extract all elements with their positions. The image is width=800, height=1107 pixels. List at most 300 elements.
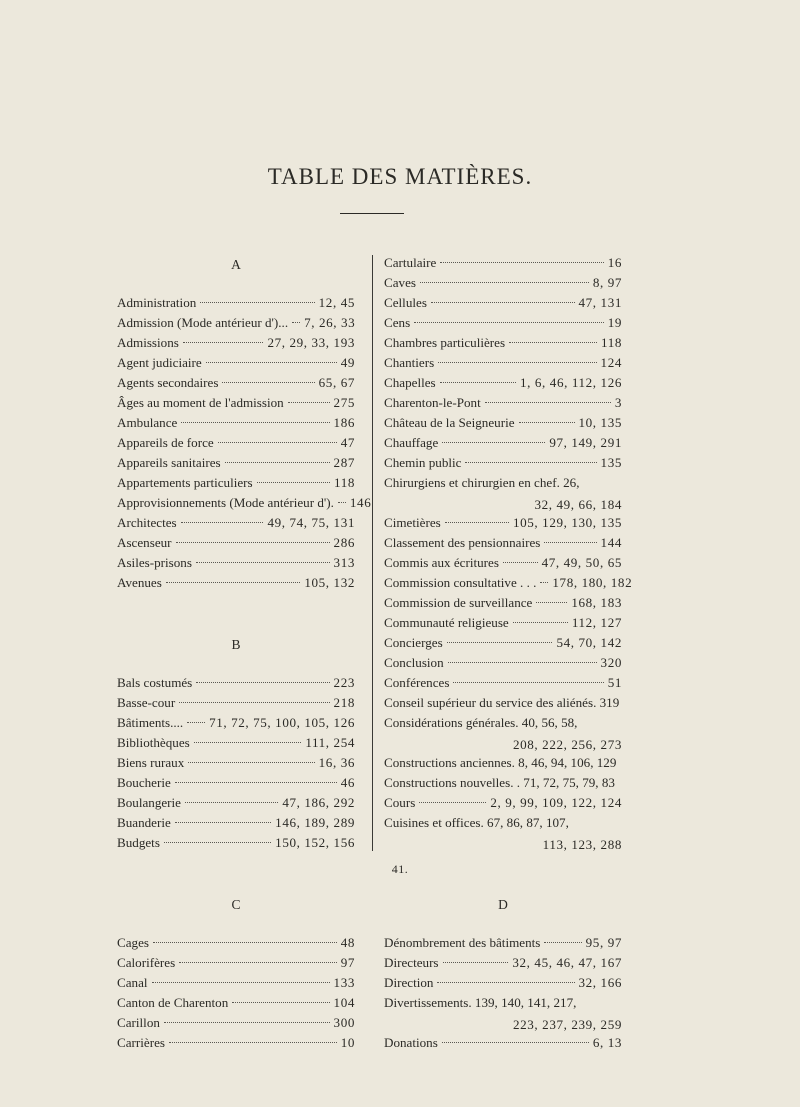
dot-leader (181, 522, 264, 523)
entry-term: Classement des pensionnaires (384, 535, 541, 550)
dot-leader (442, 442, 545, 443)
entry-line (384, 675, 622, 695)
entry-line (384, 935, 622, 955)
index-entry (384, 535, 622, 555)
entry-term: Approvisionnements (Mode antérieur d'). (117, 495, 334, 510)
index-entry (384, 355, 622, 375)
dot-leader (232, 1002, 329, 1003)
entry-term: Conférences (384, 675, 450, 690)
dot-leader (288, 402, 330, 403)
dot-leader (438, 362, 596, 363)
letter-spacer (384, 915, 622, 935)
dot-leader (164, 842, 271, 843)
entry-pages: 47, 49, 50, 65 (541, 555, 622, 570)
dot-leader (292, 322, 300, 323)
index-entry (384, 435, 622, 455)
entry-line (117, 935, 355, 955)
index-entry (117, 335, 355, 355)
entry-line (117, 755, 355, 775)
entry-line (384, 315, 622, 335)
entry-line (384, 275, 622, 295)
entry-continuation-pages: 223, 237, 239, 259 (512, 1017, 622, 1032)
index-entry (117, 755, 355, 775)
entry-line (117, 535, 355, 555)
entry-line (117, 795, 355, 815)
index-entry (384, 695, 622, 715)
index-entry (384, 555, 622, 575)
entry-term: Constructions anciennes. 8, 46, 94, 106, 129 (384, 755, 617, 770)
entry-pages: 168, 183 (571, 595, 622, 610)
index-entry (384, 595, 622, 615)
entry-term: Considérations générales. 40, 56, 58, (384, 715, 578, 730)
entry-term: Concierges (384, 635, 443, 650)
index-entry (117, 1035, 355, 1055)
index-entry (117, 415, 355, 435)
index-entry (117, 815, 355, 835)
dot-leader (187, 722, 205, 723)
index-entry (384, 455, 622, 475)
entry-term: Conclusion (384, 655, 444, 670)
entry-line (117, 575, 355, 595)
index-entry (384, 795, 622, 815)
entry-pages: 135 (600, 455, 622, 470)
entry-pages: 105, 132 (304, 575, 355, 590)
dot-leader (169, 1042, 337, 1043)
index-entry (117, 295, 355, 315)
entry-term: Biens ruraux (117, 755, 185, 770)
dot-leader (445, 522, 509, 523)
index-entry (117, 475, 355, 495)
entry-line (384, 995, 622, 1015)
entry-line (117, 675, 355, 695)
entry-term: Commission de surveillance (384, 595, 533, 610)
entry-pages: 32, 166 (578, 975, 622, 990)
index-entry (384, 675, 622, 695)
entry-term: Appareils sanitaires (117, 455, 221, 470)
index-entry (384, 815, 622, 855)
dot-leader (448, 662, 597, 663)
dot-leader (440, 262, 603, 263)
index-entry (384, 255, 622, 275)
entry-term: Bals costumés (117, 675, 193, 690)
title-rule (340, 213, 404, 214)
index-entry (117, 675, 355, 695)
entry-pages: 313 (333, 555, 355, 570)
entry-term: Bâtiments.... (117, 715, 184, 730)
dot-leader (503, 562, 538, 563)
entry-line (117, 375, 355, 395)
index-entry (384, 655, 622, 675)
entry-pages: 124 (600, 355, 622, 370)
entry-term: Cages (117, 935, 149, 950)
index-entry (384, 415, 622, 435)
entry-term: Agents secondaires (117, 375, 219, 390)
entry-line (117, 775, 355, 795)
entry-pages: 46 (340, 775, 355, 790)
entry-pages: 1, 6, 46, 112, 126 (520, 375, 622, 390)
entry-term: Appareils de force (117, 435, 214, 450)
entry-term: Donations (384, 1035, 438, 1050)
entry-pages: 3 (614, 395, 622, 410)
entry-line (117, 555, 355, 575)
entry-line (384, 755, 622, 775)
index-entry (384, 615, 622, 635)
entry-term: Admission (Mode antérieur d')... (117, 315, 289, 330)
entry-pages: 65, 67 (318, 375, 355, 390)
dot-leader (485, 402, 611, 403)
letter-spacer (117, 275, 355, 295)
entry-pages: 320 (600, 655, 622, 670)
entry-pages: 47 (340, 435, 355, 450)
dot-leader (222, 382, 314, 383)
entry-line (384, 335, 622, 355)
entry-pages: 10 (340, 1035, 355, 1050)
index-entry (117, 375, 355, 395)
entry-line (117, 695, 355, 715)
entry-line (384, 955, 622, 975)
entry-line (384, 395, 622, 415)
index-entry (117, 795, 355, 815)
entry-pages: 150, 152, 156 (275, 835, 355, 850)
index-entry (117, 575, 355, 595)
entry-pages: 146, 189, 289 (275, 815, 355, 830)
entry-pages: 10, 135 (578, 415, 622, 430)
dot-leader (536, 602, 567, 603)
entry-term: Chemin public (384, 455, 462, 470)
index-entry (117, 1015, 355, 1035)
entry-line (117, 475, 355, 495)
signature-mark: 41. (391, 862, 409, 876)
index-entry (117, 495, 372, 515)
dot-leader (218, 442, 337, 443)
entry-term: Buanderie (117, 815, 171, 830)
index-entry (384, 775, 622, 795)
dot-leader (338, 502, 346, 503)
index-entry (384, 995, 622, 1035)
entry-pages: 186 (333, 415, 355, 430)
entry-term: Chambres particulières (384, 335, 506, 350)
dot-leader (194, 742, 302, 743)
entry-line (117, 335, 355, 355)
entry-term: Communauté religieuse (384, 615, 509, 630)
page-title: TABLE DES MATIÈRES. (267, 164, 533, 189)
entry-term: Avenues (117, 575, 162, 590)
entry-pages: 95, 97 (585, 935, 622, 950)
entry-pages: 133 (333, 975, 355, 990)
entry-pages: 223 (333, 675, 355, 690)
entry-pages: 49 (340, 355, 355, 370)
entry-line (384, 595, 622, 615)
entry-term: Divertissements. 139, 140, 141, 217, (384, 995, 577, 1010)
entry-term: Carillon (117, 1015, 160, 1030)
entry-term: Commis aux écritures (384, 555, 499, 570)
entry-pages: 146 (349, 495, 372, 510)
entry-line (117, 995, 355, 1015)
dot-leader (164, 1022, 330, 1023)
dot-leader (544, 542, 596, 543)
dot-leader (153, 942, 337, 943)
index-entry (117, 935, 355, 955)
entry-term: Cours (384, 795, 416, 810)
section-letter: B (231, 637, 241, 652)
entry-line (117, 715, 355, 735)
entry-term: Charenton-le-Pont (384, 395, 481, 410)
index-entry (117, 695, 355, 715)
entry-term: Calorifères (117, 955, 176, 970)
entry-pages: 16, 36 (318, 755, 355, 770)
entry-pages: 27, 29, 33, 193 (267, 335, 355, 350)
index-entry (117, 515, 355, 535)
entry-pages: 54, 70, 142 (556, 635, 622, 650)
dot-leader (440, 382, 516, 383)
entry-pages: 178, 180, 182 (552, 575, 633, 590)
entry-line (384, 435, 622, 455)
index-entry (117, 355, 355, 375)
dot-leader (179, 702, 329, 703)
entry-line (384, 475, 622, 495)
dot-leader (175, 782, 337, 783)
entry-continuation-pages: 113, 123, 288 (542, 837, 622, 852)
entry-term: Budgets (117, 835, 160, 850)
entry-term: Directeurs (384, 955, 439, 970)
dot-leader (257, 482, 330, 483)
entry-line (117, 415, 355, 435)
index-entry (384, 515, 622, 535)
entry-pages: 48 (340, 935, 355, 950)
entry-term: Canton de Charenton (117, 995, 229, 1010)
entry-term: Caves (384, 275, 416, 290)
entry-pages: 49, 74, 75, 131 (267, 515, 355, 530)
column-divider (372, 255, 373, 851)
index-entry (117, 315, 355, 335)
entry-term: Chirurgiens et chirurgien en chef. 26, (384, 475, 580, 490)
index-entry (117, 455, 355, 475)
entry-pages: 275 (333, 395, 355, 410)
entry-pages: 111, 254 (305, 735, 355, 750)
dot-leader (225, 462, 330, 463)
index-entry (384, 375, 622, 395)
entry-term: Âges au moment de l'admission (117, 395, 284, 410)
entry-line (384, 295, 622, 315)
entry-pages: 118 (334, 475, 355, 490)
dot-leader (185, 802, 278, 803)
entry-line (384, 715, 622, 735)
entry-pages: 19 (607, 315, 622, 330)
entry-term: Constructions nouvelles. . 71, 72, 75, 79, 83 (384, 775, 615, 790)
entry-line (384, 375, 622, 395)
index-entry (117, 955, 355, 975)
dot-leader (465, 462, 596, 463)
dot-leader (196, 562, 330, 563)
entry-line (117, 515, 355, 535)
index-entry (384, 935, 622, 955)
section-letter: D (498, 897, 508, 912)
entry-line (384, 355, 622, 375)
index-entry (384, 755, 622, 775)
entry-line (384, 695, 622, 715)
entry-line (117, 295, 355, 315)
dot-leader (453, 682, 603, 683)
entry-term: Ascenseur (117, 535, 172, 550)
letter-spacer (117, 915, 355, 935)
dot-leader (188, 762, 314, 763)
dot-leader (544, 942, 581, 943)
index-entry (384, 975, 622, 995)
entry-pages: 8, 97 (592, 275, 622, 290)
dot-leader (447, 642, 553, 643)
entry-pages: 287 (333, 455, 355, 470)
index-entry (384, 335, 622, 355)
index-entry (117, 715, 355, 735)
entry-term: Chapelles (384, 375, 436, 390)
index-entry (384, 395, 622, 415)
entry-line (117, 735, 355, 755)
entry-pages: 47, 186, 292 (282, 795, 355, 810)
index-entry (117, 555, 355, 575)
dot-leader (509, 342, 597, 343)
entry-term: Château de la Seigneurie (384, 415, 515, 430)
dot-leader (196, 682, 329, 683)
dot-leader (166, 582, 301, 583)
entry-term: Commission consultative . . . (384, 575, 537, 590)
index-entry (117, 835, 355, 855)
index-entry (384, 295, 622, 315)
entry-line (117, 835, 355, 855)
entry-line (117, 815, 355, 835)
right-column (384, 255, 633, 1055)
dot-leader (513, 622, 568, 623)
entry-line (384, 535, 622, 555)
entry-term: Basse-cour (117, 695, 176, 710)
entry-pages: 104 (333, 995, 355, 1010)
entry-term: Cellules (384, 295, 427, 310)
entry-line (117, 315, 355, 335)
entry-line (117, 455, 355, 475)
left-column (117, 255, 372, 1055)
index-entry (384, 715, 622, 755)
dot-leader (206, 362, 337, 363)
entry-pages: 118 (601, 335, 622, 350)
index-entry (384, 955, 622, 975)
entry-term: Bibliothèques (117, 735, 190, 750)
dot-leader (175, 822, 271, 823)
entry-term: Direction (384, 975, 434, 990)
entry-line (384, 555, 622, 575)
dot-leader (181, 422, 329, 423)
entry-continuation-pages: 208, 222, 256, 273 (512, 737, 622, 752)
entry-pages: 286 (333, 535, 355, 550)
entry-term: Cartulaire (384, 255, 437, 270)
entry-term: Canal (117, 975, 148, 990)
entry-pages: 2, 9, 99, 109, 122, 124 (490, 795, 622, 810)
dot-leader (519, 422, 575, 423)
entry-term: Cens (384, 315, 411, 330)
entry-pages: 144 (600, 535, 622, 550)
dot-leader (176, 542, 330, 543)
entry-line (384, 795, 622, 815)
entry-term: Carrières (117, 1035, 165, 1050)
dot-leader (540, 582, 548, 583)
entry-pages: 71, 72, 75, 100, 105, 126 (209, 715, 355, 730)
entry-term: Appartements particuliers (117, 475, 253, 490)
entry-term: Ambulance (117, 415, 178, 430)
entry-line (384, 775, 622, 795)
entry-line (117, 395, 355, 415)
entry-line (384, 615, 622, 635)
entry-term: Dénombrement des bâtiments (384, 935, 541, 950)
index-entry (384, 575, 633, 595)
entry-line (384, 255, 622, 275)
index-entry (117, 535, 355, 555)
section-gap (117, 595, 355, 635)
entry-term: Cuisines et offices. 67, 86, 87, 107, (384, 815, 569, 830)
entry-line (117, 975, 355, 995)
entry-line (384, 975, 622, 995)
dot-leader (419, 802, 486, 803)
entry-line (384, 635, 622, 655)
index-entry (117, 995, 355, 1015)
dot-leader (152, 982, 330, 983)
entry-line (117, 1015, 355, 1035)
index-entry (117, 735, 355, 755)
index-entry (384, 1035, 622, 1055)
entry-term: Conseil supérieur du service des aliénés. 319 (384, 695, 620, 710)
index-entry (117, 975, 355, 995)
entry-pages: 47, 131 (578, 295, 622, 310)
index-entry (117, 395, 355, 415)
index-entry (117, 775, 355, 795)
dot-leader (437, 982, 574, 983)
entry-term: Administration (117, 295, 197, 310)
entry-line (384, 455, 622, 475)
entry-line (384, 575, 633, 595)
index-entry (384, 315, 622, 335)
entry-pages: 12, 45 (318, 295, 355, 310)
index-entry (384, 635, 622, 655)
index-entry (384, 475, 622, 515)
entry-term: Boucherie (117, 775, 171, 790)
dot-leader (414, 322, 604, 323)
entry-line (384, 515, 622, 535)
section-letter: A (231, 257, 241, 272)
entry-pages: 112, 127 (571, 615, 622, 630)
dot-leader (443, 962, 509, 963)
entry-pages: 97, 149, 291 (549, 435, 622, 450)
entry-line (384, 415, 622, 435)
entry-line (117, 955, 355, 975)
entry-pages: 218 (333, 695, 355, 710)
dot-leader (200, 302, 314, 303)
index-entry (117, 435, 355, 455)
dot-leader (442, 1042, 589, 1043)
dot-leader (179, 962, 337, 963)
entry-continuation-pages: 32, 49, 66, 184 (534, 497, 622, 512)
entry-pages: 97 (340, 955, 355, 970)
entry-term: Cimetières (384, 515, 441, 530)
entry-pages: 51 (607, 675, 622, 690)
dot-leader (183, 342, 264, 343)
section-letter: C (231, 897, 241, 912)
entry-line (117, 355, 355, 375)
index-entry (384, 275, 622, 295)
entry-line (117, 435, 355, 455)
entry-line (117, 495, 372, 515)
entry-term: Admissions (117, 335, 179, 350)
entry-pages: 32, 45, 46, 47, 167 (512, 955, 622, 970)
dot-leader (420, 282, 589, 283)
entry-term: Chauffage (384, 435, 439, 450)
entry-pages: 7, 26, 33 (304, 315, 356, 330)
